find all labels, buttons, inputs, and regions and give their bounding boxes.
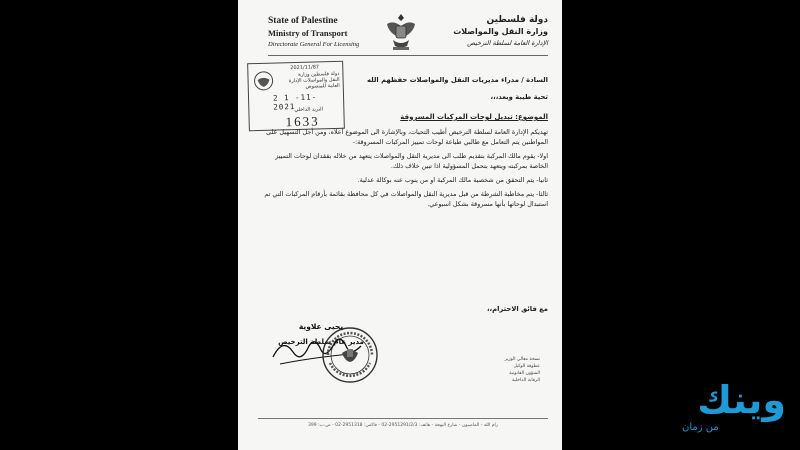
footer-divider: [258, 418, 548, 419]
letterhead-arabic: [433, 15, 548, 47]
closing-line: مع فائق الاحترام،،: [486, 305, 548, 313]
stamp-header: دولة فلسطين وزارة النقل والمواصلات الإدارة العامة للمنصوص: [288, 70, 340, 90]
cc-list: [470, 356, 540, 384]
letter-document: [238, 0, 562, 450]
subject-line: الموضوع: تبديل لوحات المركبات المسروقة: [400, 113, 548, 121]
addressee-line: السادة / مدراء مديريات النقل والمواصلات حفظهم الله: [366, 76, 548, 84]
stamp-top-number: 2021/11/87: [290, 64, 320, 72]
paragraph: تهديكم الإدارة العامة لسلطة الترخيص أطيب التحيات، وبالإشارة الى الموضوع أعلاه، ومن أجل التسهيل على المواطنين يتم التعامل مع طالبي طباعة لوحات تمييز المركبات المسروقة:-: [266, 128, 548, 146]
stamp-emblem-icon: [252, 70, 275, 93]
logo-subtext: من زمان: [682, 422, 719, 433]
signature-block: [276, 322, 366, 346]
palestine-eagle-emblem-icon: [383, 10, 419, 52]
cc-item: الرقابة الداخلية: [512, 378, 540, 383]
state-name-ar: دولة فلسطين: [486, 15, 548, 25]
stamp-number: 1633: [285, 113, 320, 130]
state-name-en: State of Palestine: [268, 16, 338, 26]
site-watermark-logo: [624, 378, 794, 444]
cc-item: عطوفة الوكيل: [513, 364, 540, 369]
cc-item: الشؤون القانونية: [509, 371, 540, 376]
stamp-date: 2 1 -11- 2021: [272, 92, 318, 112]
ministry-name-ar: وزارة النقل والمواصلات: [453, 27, 548, 36]
greeting-line: تحية طيبة وبعد،،،: [490, 93, 548, 101]
paragraph: ثالثا- يتم مخاطبة الشرطة من قبل مديرية النقل والمواصلات في كل محافظة بقائمة بأرقام المركبات التي تم استبدال لوحاتها بأنها مسروقة بشكل اسبوعي.: [264, 190, 548, 208]
ministry-name-en: Ministry of Transport: [268, 28, 348, 38]
stamp-label: البريد الداخلي: [294, 106, 324, 114]
paragraph: اولا- يقوم مالك المركبة بتقديم طلب الى مديرية النقل والمواصلات يتعهد من خلاله بفقدان لوحات التمييز الخاصة بمركبته ويتعهد بتحمل المسؤولية اذا تبين خلاف ذلك.: [275, 152, 548, 170]
signatory-title: مدير عام سلطة الترخيص: [278, 338, 364, 346]
footer-contact: رام الله - الماصيون - شارع البهجة - هاتف: 2951291/2/3-02 - فاكس: 2951318-02 - ص.ب: 399: [308, 423, 498, 428]
header-divider: [268, 55, 548, 56]
directorate-name-ar: الإدارة العامة لسلطة الترخيص: [467, 39, 548, 47]
letterhead-english: [268, 16, 378, 48]
signatory-name: يحيى علاوية: [298, 322, 344, 331]
cc-item: نسخة معالي الوزير: [504, 357, 540, 362]
logo-text: وينك: [697, 378, 786, 422]
letter-body: [258, 127, 548, 213]
paragraph: ثانيا- يتم التحقق من شخصية مالك المركبة او من ينوب عنه بوكالة عدلية.: [357, 176, 548, 184]
directorate-name-en: Directorate General For Licensing: [268, 41, 360, 48]
